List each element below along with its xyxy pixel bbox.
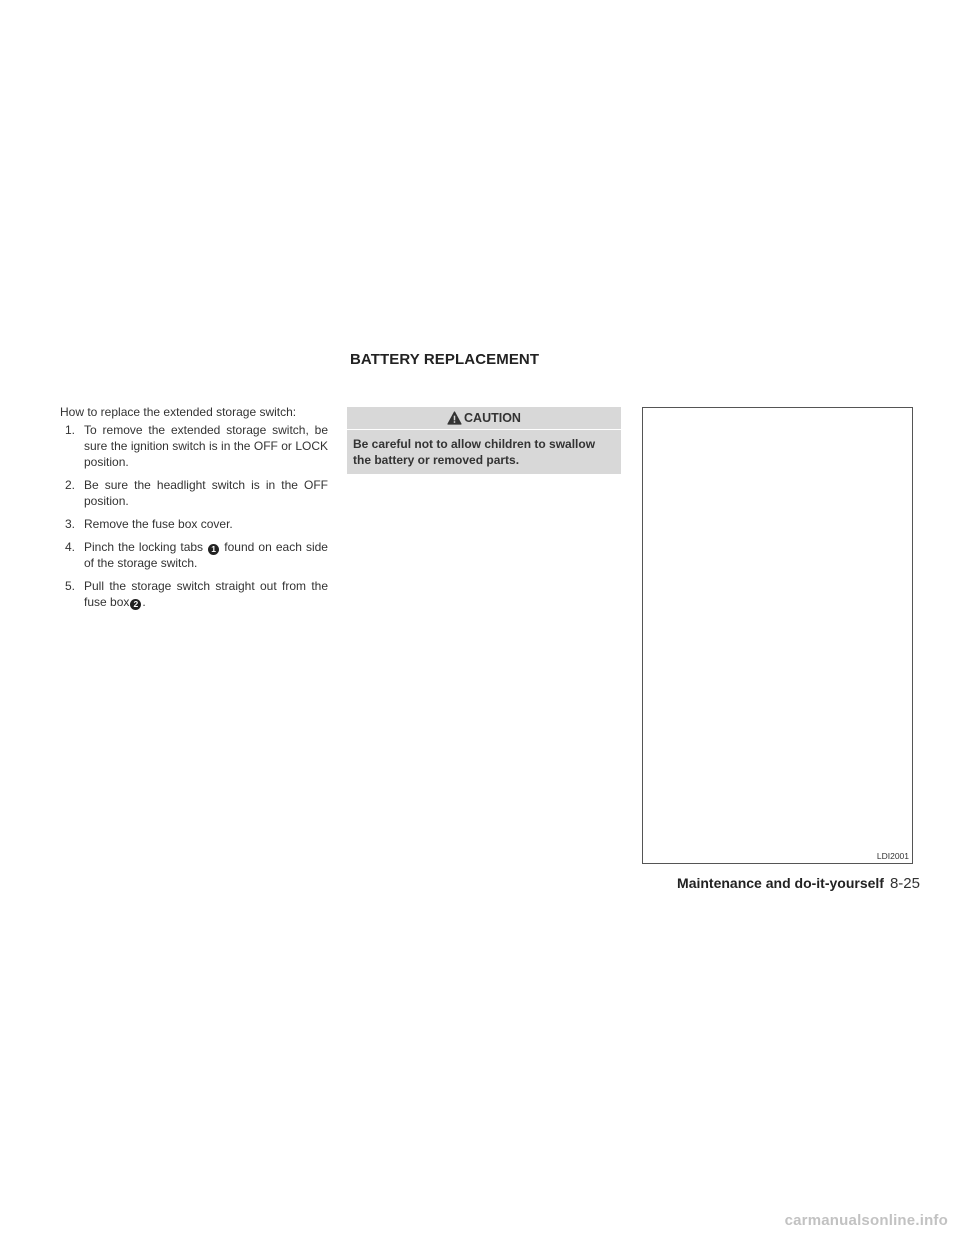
warning-triangle-icon — [447, 411, 462, 425]
caution-label: CAUTION — [464, 411, 521, 425]
step-number: 2. — [65, 478, 76, 492]
step-text: Remove the fuse box cover. — [84, 517, 233, 531]
figure-frame — [642, 407, 913, 864]
callout-2-icon: 2 — [130, 599, 141, 610]
caution-box — [347, 407, 621, 474]
procedure-intro: How to replace the extended storage switch: — [60, 405, 297, 419]
step-text-after: . — [142, 595, 146, 609]
step-3 — [60, 516, 328, 532]
section-heading: BATTERY REPLACEMENT — [350, 351, 540, 368]
step-2 — [60, 477, 328, 509]
step-text-before: Pull the storage switch straight out from the fuse box — [84, 579, 328, 609]
watermark: carmanualsonline.info — [784, 1212, 948, 1229]
procedure-steps — [60, 422, 328, 610]
step-number: 5. — [65, 579, 76, 593]
procedure-column — [60, 404, 328, 617]
step-4 — [60, 539, 328, 571]
caution-body: Be careful not to allow children to swallow the battery or removed parts. — [353, 437, 596, 467]
step-text-before: Pinch the locking tabs — [84, 540, 204, 554]
figure-code: LDI2001 — [876, 851, 909, 861]
step-number: 4. — [65, 540, 76, 554]
page-number: 8-25 — [889, 875, 920, 892]
step-number: 3. — [65, 517, 76, 531]
callout-1-icon: 1 — [208, 544, 219, 555]
step-1 — [60, 422, 328, 470]
caution-header — [347, 407, 621, 430]
footer-section-title: Maintenance and do-it-yourself — [677, 875, 884, 891]
page-footer — [677, 875, 920, 892]
step-text: To remove the extended storage switch, be sure the ignition switch is in the OFF or LOCK position. — [84, 423, 328, 469]
step-text: Be sure the headlight switch is in the OFF position. — [84, 478, 328, 508]
step-text-after: found on each side of the storage switch. — [84, 540, 328, 570]
step-number: 1. — [65, 423, 76, 437]
step-5 — [60, 578, 328, 610]
